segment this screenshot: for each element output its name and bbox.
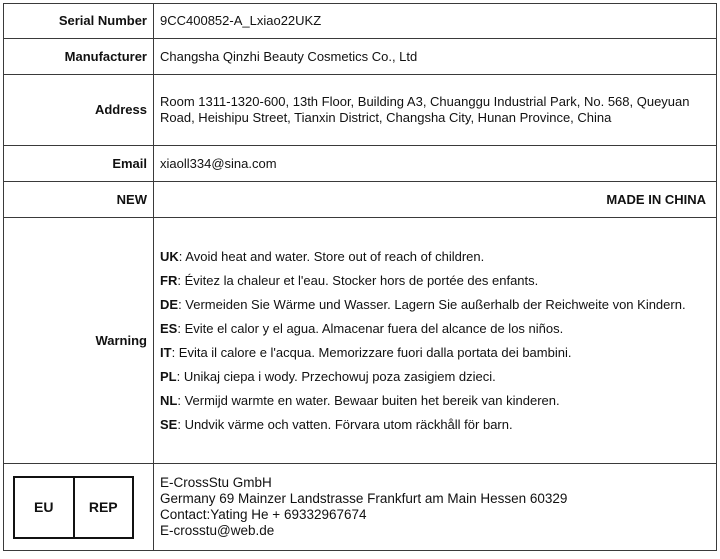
warning-text: : Undvik värme och vatten. Förvara utom räckhåll för barn. [177, 417, 513, 432]
warning-line-se [160, 416, 710, 433]
address-row [4, 75, 717, 146]
eu-rep-company: E-CrossStu GmbH [160, 475, 272, 490]
warning-list [154, 218, 717, 464]
warning-text: : Evita il calore e l'acqua. Memorizzare fuori dalla portata dei bambini. [171, 345, 572, 360]
email-label: Email [4, 146, 154, 182]
eu-rep-details [154, 464, 717, 551]
product-info-table [3, 3, 717, 551]
address-value: Room 1311-1320-600, 13th Floor, Building A3, Chuanggu Industrial Park, No. 568, Queyuan Road, Heishipu Street, Tianxin District, Changsha City, Hunan Province, China [154, 75, 717, 146]
manufacturer-label: Manufacturer [4, 39, 154, 75]
condition-row [4, 182, 717, 218]
origin-value: MADE IN CHINA [154, 182, 717, 218]
warning-line-uk [160, 248, 710, 265]
warning-text: : Unikaj ciepa i wody. Przechowuj poza zasigiem dzieci. [176, 369, 496, 384]
warning-line-nl [160, 392, 710, 409]
manufacturer-value: Changsha Qinzhi Beauty Cosmetics Co., Ltd [154, 39, 717, 75]
warning-text: : Vermijd warmte en water. Bewaar buiten het bereik van kinderen. [177, 393, 560, 408]
eu-representative-row [4, 464, 717, 551]
warning-code: SE [160, 417, 178, 432]
eu-rep-symbol-cell [4, 464, 154, 551]
warning-code: UK [160, 249, 179, 264]
warning-line-fr [160, 272, 710, 289]
warning-text: : Vermeiden Sie Wärme und Wasser. Lagern Sie außerhalb der Reichweite von Kindern. [178, 297, 686, 312]
warning-text: : Evite el calor y el agua. Almacenar fuera del alcance de los niños. [177, 321, 564, 336]
warning-code: PL [160, 369, 177, 384]
warning-line-it [160, 344, 710, 361]
eu-rep-symbol-right: REP [73, 478, 133, 537]
eu-rep-symbol [13, 476, 134, 539]
warning-code: ES [160, 321, 178, 336]
manufacturer-row [4, 39, 717, 75]
warning-code: NL [160, 393, 178, 408]
warning-label: Warning [4, 218, 154, 464]
warning-line-pl [160, 368, 710, 385]
warning-code: DE [160, 297, 179, 312]
eu-rep-contact: Contact:Yating He + 69332967674 [160, 507, 367, 522]
eu-rep-address: Germany 69 Mainzer Landstrasse Frankfurt am Main Hessen 60329 [160, 491, 568, 506]
warning-line-es [160, 320, 710, 337]
address-label: Address [4, 75, 154, 146]
warning-code: FR [160, 273, 178, 288]
warning-text: : Avoid heat and water. Store out of reach of children. [178, 249, 485, 264]
serial-number-row [4, 4, 717, 39]
condition-label: NEW [4, 182, 154, 218]
eu-rep-symbol-left: EU [34, 499, 54, 515]
warning-text: : Évitez la chaleur et l'eau. Stocker hors de portée des enfants. [177, 273, 539, 288]
warning-code: IT [160, 345, 172, 360]
warning-line-de [160, 296, 710, 313]
serial-number-value: 9CC400852-A_Lxiao22UKZ [154, 4, 717, 39]
eu-rep-email: E-crosstu@web.de [160, 523, 275, 538]
email-row [4, 146, 717, 182]
email-value: xiaoll334@sina.com [154, 146, 717, 182]
serial-number-label: Serial Number [4, 4, 154, 39]
warning-row [4, 218, 717, 464]
